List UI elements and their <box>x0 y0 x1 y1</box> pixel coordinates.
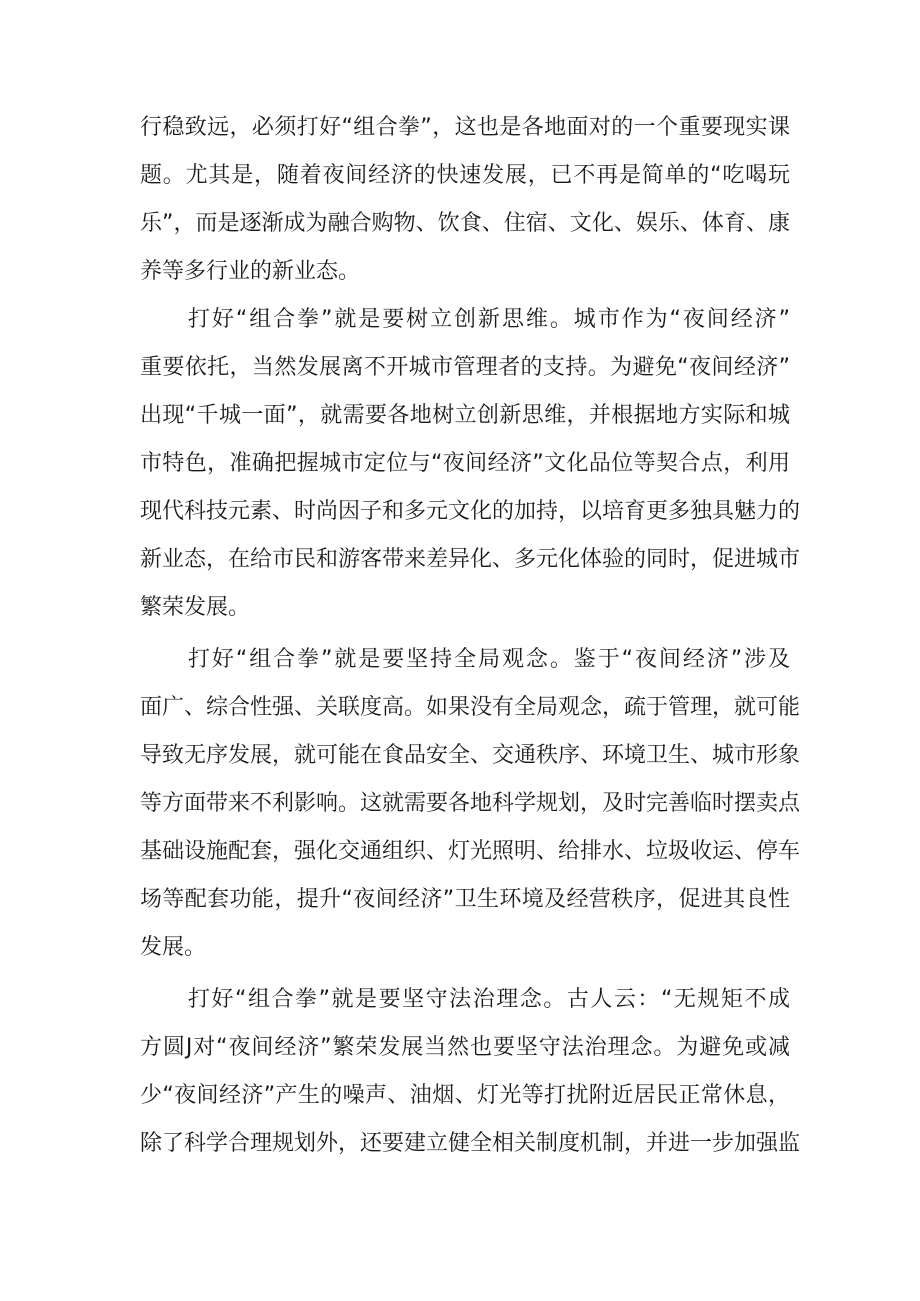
text-line: 重要依托，当然发展离不开城市管理者的支持。为避免“夜间经济” <box>140 355 790 380</box>
text-line: 新业态，在给市民和游客带来差异化、多元化体验的同时，促进城市 <box>140 547 801 572</box>
text-line: 面广、综合性强、关联度高。如果没有全局观念，疏于管理，就可能 <box>140 695 801 720</box>
text-line: 市特色，准确把握城市定位与“夜间经济”文化品位等契合点，利用 <box>140 451 790 476</box>
text-line: 少“夜间经济”产生的噪声、油烟、灯光等打扰附近居民正常休息， <box>140 1083 790 1108</box>
text-line: 繁荣发展。 <box>140 595 251 620</box>
text-line: 等方面带来不利影响。这就需要各地科学规划，及时完善临时摆卖点 <box>140 791 801 816</box>
text-line: 打好“组合拳”就是要坚持全局观念。鉴于“夜间经济”涉及 <box>188 647 790 672</box>
text-line: 出现“千城一面”，就需要各地树立创新思维，并根据地方实际和城 <box>140 403 790 428</box>
text-line: 除了科学合理规划外，还要建立健全相关制度机制，并进一步加强监 <box>140 1131 801 1156</box>
text-line: 导致无序发展，就可能在食品安全、交通秩序、环境卫生、城市形象 <box>140 743 801 768</box>
text-line: 题。尤其是，随着夜间经济的快速发展，已不再是简单的“吃喝玩 <box>140 163 790 188</box>
text-line: 乐”，而是逐渐成为融合购物、饮食、住宿、文化、娱乐、体育、康 <box>140 211 790 236</box>
text-line: 养等多行业的新业态。 <box>140 259 361 284</box>
text-line: 现代科技元素、时尚因子和多元文化的加持，以培育更多独具魅力的 <box>140 499 801 524</box>
text-line: 场等配套功能，提升“夜间经济”卫生环境及经营秩序，促进其良性 <box>140 887 790 912</box>
text-line: 发展。 <box>140 935 207 960</box>
text-line: 基础设施配套，强化交通组织、灯光照明、给排水、垃圾收运、停车 <box>140 839 801 864</box>
text-line: 行稳致远，必须打好“组合拳”，这也是各地面对的一个重要现实课 <box>140 115 790 140</box>
text-line: 打好“组合拳”就是要树立创新思维。城市作为“夜间经济” <box>188 307 790 332</box>
text-line: 方圆J对“夜间经济”繁荣发展当然也要坚守法治理念。为避免或减 <box>140 1035 790 1060</box>
text-line: 打好“组合拳”就是要坚守法治理念。古人云：“无规矩不成 <box>188 987 790 1012</box>
